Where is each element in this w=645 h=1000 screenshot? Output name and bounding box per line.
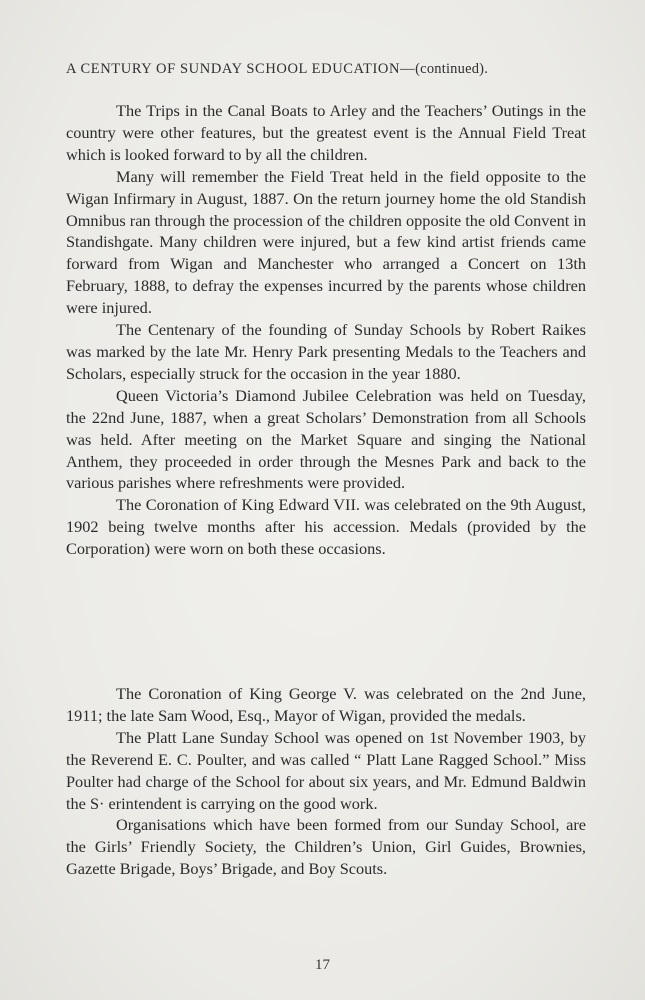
paragraph-canal-boat-trips: The Trips in the Canal Boats to Arley and the Teachers’ Outings in the country were other features, but the greatest event is the Annual Field Treat which is looked forward to by all the children. (66, 101, 586, 164)
header-title: A CENTURY OF SUNDAY SCHOOL EDUCATION— (66, 61, 416, 77)
header-continued: (continued). (415, 61, 489, 77)
running-header (66, 61, 488, 78)
body-text-bottom (66, 683, 586, 880)
paragraph-coronation-edward: The Coronation of King Edward VII. was celebrated on the 9th August, 1902 being twelve months after his accession. Medals (provided by the Corporation) were worn on both these occasions. (66, 495, 586, 559)
paragraph-diamond-jubilee: Queen Victoria’s Diamond Jubilee Celebration was held on Tuesday, the 22nd June, 1887, when a great Scholars’ Demonstration from all Schools was held. After meeting on the Market Square and singing the National Anthem, they proceeded in order through the Mesnes Park and back to the various parishes where refreshments were provided. (66, 385, 586, 493)
body-text-top (66, 100, 586, 560)
paragraph-organisations: Organisations which have been formed from our Sunday School, are the Girls’ Friendly Society, the Children’s Union, Girl Guides, Brownies, Gazette Brigade, Boys’ Brigade, and Boy Scouts. (66, 815, 586, 879)
paragraph-platt-lane-school: The Platt Lane Sunday School was opened on 1st November 1903, by the Reverend E. C. Poulter, and was called “ Platt Lane Ragged School.” Miss Poulter had charge of the School for about six years, and Mr. Edmund Baldwin the S· erintendent is carrying on the good work. (66, 727, 586, 813)
paragraph-coronation-george: The Coronation of King George V. was celebrated on the 2nd June, 1911; the late Sam Wood, Esq., Mayor of Wigan, provided the medals. (66, 684, 586, 725)
page-number: 17 (315, 957, 330, 973)
paragraph-centenary-raikes: The Centenary of the founding of Sunday Schools by Robert Raikes was marked by the late Mr. Henry Park presenting Medals to the Teachers and Scholars, especially struck for the occasion in the year 1880. (66, 320, 586, 383)
paragraph-field-treat-1887: Many will remember the Field Treat held in the field opposite to the Wigan Infirmary in August, 1887. On the return journey home the old Standish Omnibus ran through the procession of the children opposite the old Convent in Standishgate. Many children were injured, but a few kind artist friends came forward from Wigan and Manchester who arranged a Concert on 13th February, 1888, to defray the expenses incurred by the parents whose children were injured. (66, 166, 587, 318)
